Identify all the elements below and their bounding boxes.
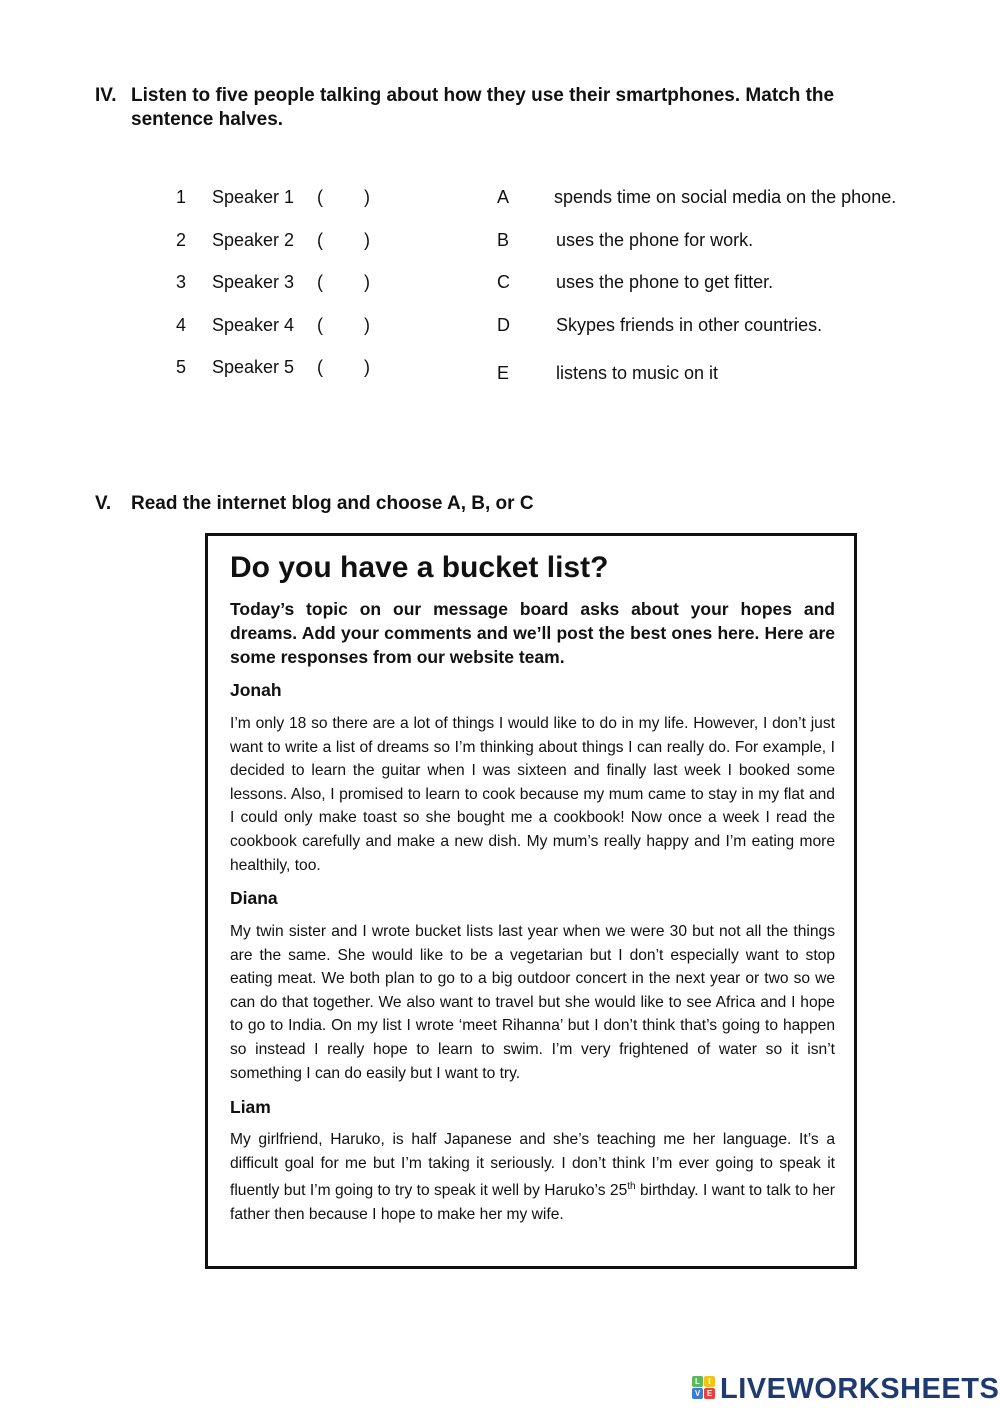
answer-blank-open[interactable]: ( bbox=[317, 230, 323, 250]
post-author-jonah: Jonah bbox=[230, 680, 282, 700]
answer-blank-close[interactable]: ) bbox=[364, 315, 370, 335]
answer-blank-open[interactable]: ( bbox=[317, 187, 323, 207]
speaker-label: Speaker 2 bbox=[212, 230, 295, 250]
blog-box bbox=[205, 533, 857, 1269]
post-author-diana: Diana bbox=[230, 888, 278, 908]
answer-blank-close[interactable]: ) bbox=[364, 230, 370, 250]
post-author-liam: Liam bbox=[230, 1097, 271, 1117]
option-letter: B bbox=[497, 230, 510, 250]
speaker-label: Speaker 1 bbox=[212, 187, 295, 207]
option-text: listens to music on it bbox=[556, 363, 719, 383]
logo-badge-e: E bbox=[704, 1388, 715, 1399]
option-text: Skypes friends in other countries. bbox=[556, 315, 823, 335]
option-text: spends time on social media on the phone. bbox=[554, 187, 897, 207]
item-number: 4 bbox=[176, 315, 187, 335]
option-text: uses the phone to get fitter. bbox=[556, 272, 774, 292]
section-number: V. bbox=[95, 493, 112, 514]
option-letter: E bbox=[497, 363, 510, 383]
post-text-part: My girlfriend, Haruko, is half Japanese and she’s teaching me her language. It’s a difficult goal for me but I’m taking it seriously. I don’t think I’m ever going to speak it fluently but I’m going to try to speak it well by Haruko’s 25 bbox=[230, 1131, 835, 1200]
answer-blank-open[interactable]: ( bbox=[317, 357, 323, 377]
speaker-label: Speaker 4 bbox=[212, 315, 295, 335]
liveworksheets-logo bbox=[692, 1373, 1000, 1406]
post-text-liam bbox=[230, 1128, 835, 1227]
speaker-label: Speaker 3 bbox=[212, 272, 295, 292]
answer-blank-close[interactable]: ) bbox=[364, 272, 370, 292]
logo-text: LIVEWORKSHEETS bbox=[720, 1373, 1000, 1405]
answer-blank-close[interactable]: ) bbox=[364, 187, 370, 207]
option-text: uses the phone for work. bbox=[556, 230, 754, 250]
blog-intro: Today’s topic on our message board asks about your hopes and dreams. Add your comments and we’ll post the best ones here. Here are some responses from our website team. bbox=[230, 599, 835, 667]
logo-badge-i: I bbox=[704, 1376, 715, 1387]
item-number: 1 bbox=[176, 187, 187, 207]
section-instruction: Listen to five people talking about how they use their smartphones. Match the sentence halves. bbox=[131, 85, 835, 130]
option-letter: C bbox=[497, 272, 510, 292]
speaker-label: Speaker 5 bbox=[212, 357, 295, 377]
option-letter: A bbox=[497, 187, 510, 207]
post-text-jonah: I’m only 18 so there are a lot of things I would like to do in my life. However, I don’t just want to write a list of dreams so I’m thinking about things I can really do. For example, I decided to learn the guitar when I was sixteen and finally last week I booked some lessons. Also, I promised to learn to cook because my mum came to stay in my flat and I could only make toast so she bought me a cookbook! Now once a week I read the cookbook carefully and make a new dish. My mum’s really happy and I’m eating more healthily, too. bbox=[230, 715, 835, 874]
logo-badge-l: L bbox=[692, 1376, 703, 1387]
answer-blank-open[interactable]: ( bbox=[317, 315, 323, 335]
section-v-heading bbox=[95, 492, 695, 518]
ordinal-suffix: th bbox=[627, 1181, 636, 1193]
section-number: IV. bbox=[95, 85, 117, 106]
section-iv-heading bbox=[95, 84, 895, 134]
answer-blank-close[interactable]: ) bbox=[364, 357, 370, 377]
answer-blank-open[interactable]: ( bbox=[317, 272, 323, 292]
post-text-diana: My twin sister and I wrote bucket lists last year when we were 30 but not all the things are the same. She would like to be a vegetarian but I don’t especially want to stop eating meat. We both plan to go to a big outdoor concert in the next year or two so we can do that together. We also want to travel but she would like to see Africa and I hope to go to India. On my list I wrote ‘meet Rihanna’ but I don’t think that’s going to happen so instead I really hope to learn to swim. I’m very frightened of water so it isn’t something I can do easily but I want to try. bbox=[230, 923, 835, 1082]
option-letter: D bbox=[497, 315, 510, 335]
item-number: 3 bbox=[176, 272, 187, 292]
logo-badge-v: V bbox=[692, 1388, 703, 1399]
item-number: 5 bbox=[176, 357, 187, 377]
section-instruction: Read the internet blog and choose A, B, or C bbox=[131, 493, 534, 514]
item-number: 2 bbox=[176, 230, 187, 250]
blog-title: Do you have a bucket list? bbox=[230, 551, 609, 584]
post-text-part: birthday. I want to talk to her father then because I hope to make her my wife. bbox=[230, 1182, 835, 1223]
